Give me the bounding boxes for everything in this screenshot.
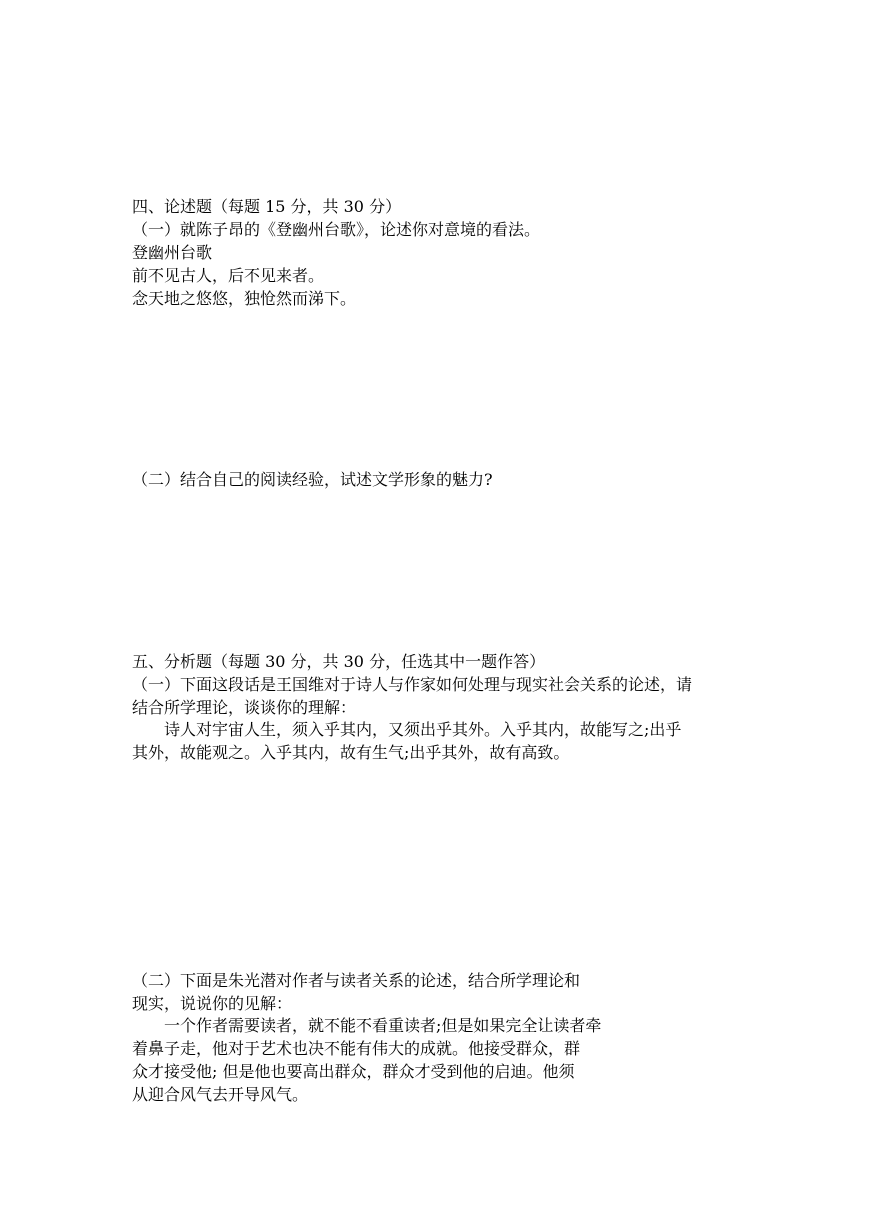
section-5-heading: 五、分析题（每题 30 分，共 30 分，任选其中一题作答） — [132, 652, 546, 671]
poem-title: 登幽州台歌 — [132, 243, 213, 262]
quote-line: 一个作者需要读者，就不能不看重读者;但是如果完全让读者牵 — [164, 1016, 602, 1035]
section-4-heading: 四、论述题（每题 15 分，共 30 分） — [132, 197, 402, 216]
section-5-question-1-prompt-line: 结合所学理论，谈谈你的理解： — [132, 698, 357, 717]
quote-line: 从迎合风气去开导风气。 — [132, 1085, 309, 1104]
section-4-question-1-prompt: （一）就陈子昂的《登幽州台歌》，论述你对意境的看法。 — [132, 220, 541, 239]
section-5-question-1-prompt-line: （一）下面这段话是王国维对于诗人与作家如何处理与现实社会关系的论述，请 — [132, 675, 693, 694]
quote-line: 众才接受他; 但是他也要高出群众，群众才受到他的启迪。他须 — [132, 1062, 575, 1081]
section-4-question-2-prompt: （二）结合自己的阅读经验，试述文学形象的魅力? — [132, 470, 493, 489]
quote-line: 其外，故能观之。入乎其内，故有生气;出乎其外，故有高致。 — [132, 743, 570, 762]
quote-line: 诗人对宇宙人生，须入乎其内，又须出乎其外。入乎其内，故能写之;出乎 — [164, 720, 682, 739]
poem-line: 念天地之悠悠，独怆然而涕下。 — [132, 289, 357, 308]
section-5-question-2-prompt-line: 现实，说说你的见解： — [132, 994, 293, 1013]
poem-line: 前不见古人，后不见来者。 — [132, 266, 325, 285]
quote-line: 着鼻子走，他对于艺术也决不能有伟大的成就。他接受群众，群 — [132, 1039, 581, 1058]
section-5-question-2-prompt-line: （二）下面是朱光潜对作者与读者关系的论述，结合所学理论和 — [132, 971, 581, 990]
